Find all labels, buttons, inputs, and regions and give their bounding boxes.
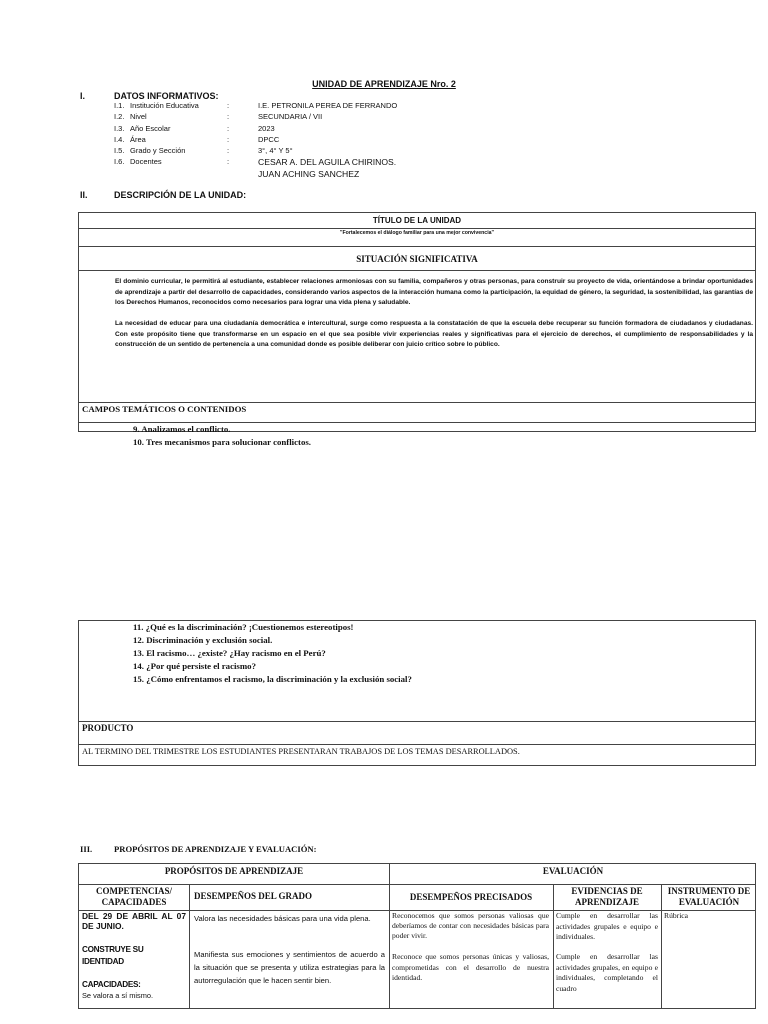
info-colon: : (227, 135, 230, 144)
product-header: PRODUCTO (79, 722, 755, 745)
unit-title-header: TÍTULO DE LA UNIDAD (79, 213, 755, 229)
unit-title-value: "Fortalecemos el diálogo familiar para una mejor convivencia" (79, 229, 755, 247)
situation-paragraph-1: El dominio curricular, le permitirá al estudiante, establecer relaciones armoniosas con su familia, compañeros y otras personas, para construir su proyecto de vida, orientándose a brindar oportunidades de aprendizaje a partir del desarrollo de capacidades, considerando varios aspectos de la interacción humana como la participación, la equidad de género, la seguridad, la sostenibilidad, las garantías de los Derechos Humanos, reconocidos como necesarios para lograr una vida plena y saludable. (115, 278, 753, 307)
section-1-number: I. (80, 91, 86, 101)
section-3-title: PROPÓSITOS DE APRENDIZAJE Y EVALUACIÓN: (114, 844, 317, 854)
grade-performance: Valora las necesidades básicas para una vida plena. (194, 914, 371, 923)
info-colon: : (227, 157, 230, 166)
section-1-title: DATOS INFORMATIVOS: (114, 91, 219, 101)
info-row (0, 101, 768, 110)
info-colon: : (227, 112, 230, 121)
info-value: 2023 (258, 124, 275, 133)
info-colon: : (227, 146, 230, 155)
topic-item: 10. Tres mecanismos para solucionar conflictos. (133, 437, 311, 447)
info-label: Docentes (130, 157, 162, 166)
col-line (389, 884, 390, 1008)
section-2-number: II. (80, 190, 88, 200)
topic-item: 12. Discriminación y exclusión social. (133, 635, 273, 645)
info-row (0, 135, 768, 144)
purposes-evaluation-table (78, 863, 756, 1009)
info-row (0, 146, 768, 155)
info-value: 3°, 4° Y 5° (258, 146, 293, 155)
info-num: I.3. (114, 124, 125, 133)
competency-name: CONSTRUYE SU IDENTIDAD (82, 945, 144, 966)
section-2-title: DESCRIPCIÓN DE LA UNIDAD: (114, 190, 247, 200)
topics-cell (79, 621, 755, 722)
topic-item: 14. ¿Por qué persiste el racismo? (133, 661, 256, 671)
topic-item: 15. ¿Cómo enfrentamos el racismo, la discriminación y la exclusión social? (133, 674, 412, 684)
info-row (0, 124, 768, 133)
col-instrument: INSTRUMENTO DE EVALUACIÓN (667, 886, 751, 907)
topic-item: 13. El racismo… ¿existe? ¿Hay racismo en el Perú? (133, 648, 326, 658)
evidence-item: Cumple en desarrollar las actividades grupales, en equipo e individuales, completando el cuadro (556, 952, 658, 993)
header-purposes: PROPÓSITOS DE APRENDIZAJE (164, 866, 304, 876)
col-line (661, 884, 662, 1008)
situation-paragraph-2: La necesidad de educar para una ciudadanía democrática e intercultural, surge como respuesta a la constatación de que la escuela debe recuperar su función formadora de ciudadanos y ciudadanas. Con este propósito tiene que transformarse en un espacio en el que sea posible vivir experiencias reales y significativas para el ejercicio de derechos, el cumplimiento de responsabilidades y la construcción de un sentido de pertenencia a una comunidad donde es posible deliberar con juicio crítico sobre lo público. (115, 320, 753, 349)
info-label: Año Escolar (130, 124, 171, 133)
topic-item: 11. ¿Qué es la discriminación? ¡Cuestionemos estereotipos! (133, 622, 354, 632)
precise-performance: Reconoce que somos personas únicas y valiosas, comprometidas con el desarrollo de nuestra identidad. (392, 952, 549, 982)
col-evidence: EVIDENCIAS DE APRENDIZAJE (571, 886, 643, 907)
info-num: I.4. (114, 135, 125, 144)
info-label: Institución Educativa (130, 101, 199, 110)
capacities-label: CAPACIDADES: (82, 980, 141, 989)
info-value-continued: JUAN ACHING SANCHEZ (258, 169, 360, 179)
col-grade-performances: DESEMPEÑOS DEL GRADO (194, 891, 313, 901)
info-value: I.E. PETRONILA PEREA DE FERRANDO (258, 101, 398, 110)
info-value: SECUNDARIA / VII (258, 112, 323, 121)
situation-header: SITUACIÓN SIGNIFICATIVA (79, 247, 755, 271)
col-competencies: COMPETENCIAS/ CAPACIDADES (95, 886, 172, 907)
header-evaluation: EVALUACIÓN (542, 866, 604, 876)
topics-product-table (78, 620, 756, 766)
grade-performance: Manifiesta sus emociones y sentimientos de acuerdo a la situación que se presenta y utiliza estrategias para la autorregulación que le hacen sentir bien. (194, 950, 385, 985)
capacity-item: Se valora a sí mismo. (82, 991, 154, 1000)
info-num: I.2. (114, 112, 125, 121)
instrument-item: Rúbrica (664, 911, 689, 920)
info-value: CESAR A. DEL AGUILA CHIRINOS. (258, 157, 397, 167)
col-precise-performances: DESEMPEÑOS PRECISADOS (409, 892, 533, 902)
header-separator (389, 864, 390, 884)
info-label: Área (130, 135, 146, 144)
precise-performance: Reconocemos que somos personas valiosas que deberíamos de contar con necesidades básicas para poder vivir. (392, 911, 549, 940)
topics-header: CAMPOS TEMÁTICOS O CONTENIDOS (79, 403, 755, 423)
unit-description-table (78, 212, 756, 447)
info-colon: : (227, 101, 230, 110)
period-dates: DEL 29 DE ABRIL AL 07 DE JUNIO. (82, 911, 186, 931)
evidence-item: Cumple en desarrollar las actividades grupales e equipo e individuales. (556, 911, 658, 941)
info-row (0, 157, 768, 167)
info-num: I.1. (114, 101, 125, 110)
info-num: I.5. (114, 146, 125, 155)
product-text: AL TERMINO DEL TRIMESTRE LOS ESTUDIANTES PRESENTARAN TRABAJOS DE LOS TEMAS DESARROLLADOS. (82, 747, 520, 756)
header-divider (79, 884, 755, 885)
info-value: DPCC (258, 135, 280, 144)
info-colon: : (227, 124, 230, 133)
document-title: UNIDAD DE APRENDIZAJE Nro. 2 (312, 79, 456, 89)
topic-item: 9. Analizamos el conflicto. (133, 424, 231, 434)
section-3-number: III. (80, 844, 93, 854)
info-label: Nivel (130, 112, 147, 121)
situation-body (79, 271, 755, 403)
info-num: I.6. (114, 157, 125, 166)
info-label: Grado y Sección (130, 146, 186, 155)
info-row (0, 112, 768, 121)
col-line (189, 884, 190, 1008)
col-line (553, 884, 554, 1008)
